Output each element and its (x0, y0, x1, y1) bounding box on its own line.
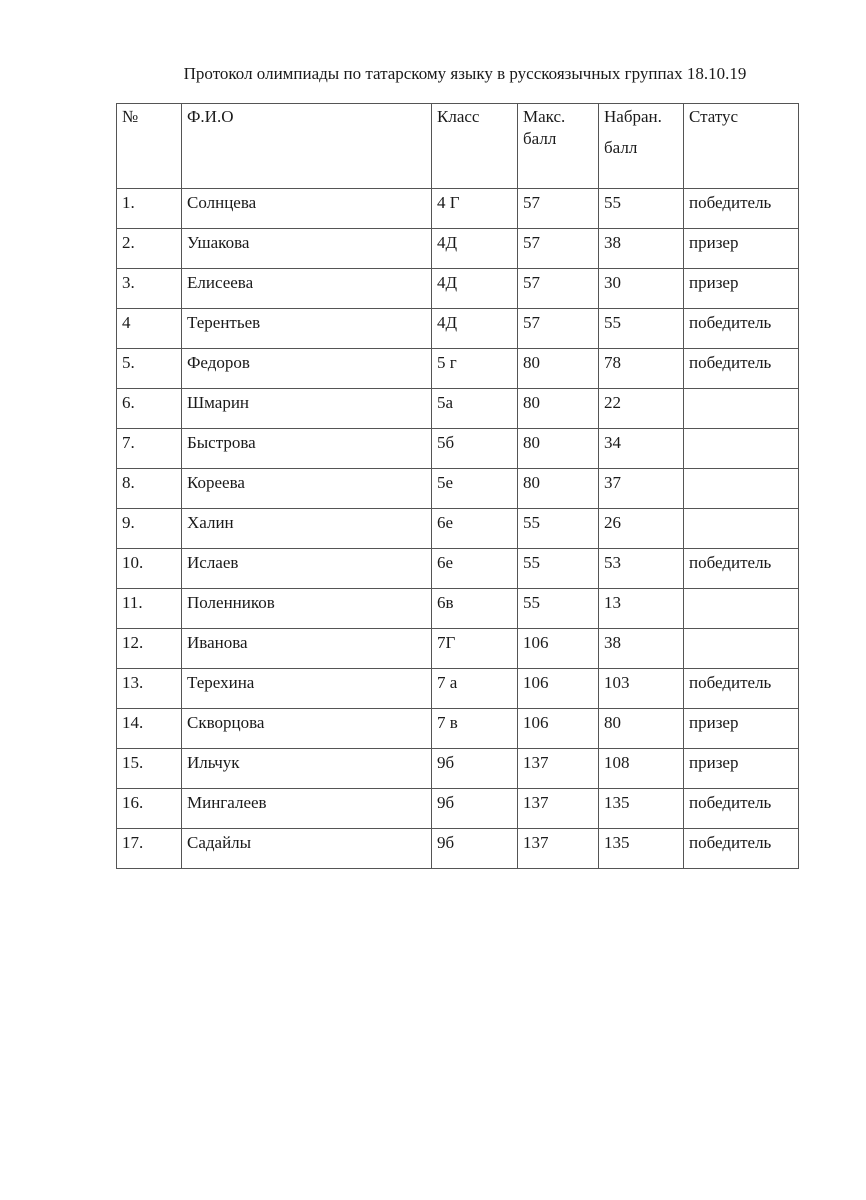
cell-class: 9б (432, 749, 518, 789)
cell-num: 15. (117, 749, 182, 789)
cell-status: победитель (684, 789, 799, 829)
table-row (117, 789, 799, 829)
cell-num: 7. (117, 429, 182, 469)
cell-max: 137 (518, 749, 599, 789)
table-row (117, 749, 799, 789)
cell-max: 137 (518, 829, 599, 869)
table-row (117, 229, 799, 269)
cell-name: Халин (182, 509, 432, 549)
cell-name: Терентьев (182, 309, 432, 349)
cell-score: 135 (599, 829, 684, 869)
cell-max: 57 (518, 269, 599, 309)
cell-num: 12. (117, 629, 182, 669)
cell-name: Солнцева (182, 189, 432, 229)
table-row (117, 189, 799, 229)
cell-name: Быстрова (182, 429, 432, 469)
table-row (117, 509, 799, 549)
cell-num: 6. (117, 389, 182, 429)
cell-name: Мингалеев (182, 789, 432, 829)
header-max-line1: Макс. (523, 107, 566, 126)
results-table (116, 103, 799, 869)
cell-name: Елисеева (182, 269, 432, 309)
cell-score: 38 (599, 629, 684, 669)
header-score (599, 104, 684, 189)
cell-num: 13. (117, 669, 182, 709)
cell-max: 80 (518, 389, 599, 429)
header-class: Класс (432, 104, 518, 189)
cell-name: Терехина (182, 669, 432, 709)
cell-max: 57 (518, 229, 599, 269)
cell-score: 37 (599, 469, 684, 509)
header-max-line2: балл (523, 129, 557, 148)
cell-max: 106 (518, 669, 599, 709)
cell-class: 9б (432, 829, 518, 869)
table-row (117, 829, 799, 869)
header-max (518, 104, 599, 189)
cell-max: 80 (518, 469, 599, 509)
cell-class: 9б (432, 789, 518, 829)
cell-name: Садайлы (182, 829, 432, 869)
cell-score: 22 (599, 389, 684, 429)
cell-name: Поленников (182, 589, 432, 629)
cell-class: 7Г (432, 629, 518, 669)
cell-score: 30 (599, 269, 684, 309)
cell-name: Шмарин (182, 389, 432, 429)
cell-max: 55 (518, 509, 599, 549)
cell-name: Кореева (182, 469, 432, 509)
cell-score: 26 (599, 509, 684, 549)
cell-status: победитель (684, 309, 799, 349)
cell-class: 6в (432, 589, 518, 629)
header-score-line2: балл (604, 138, 638, 157)
table-row (117, 389, 799, 429)
cell-status: победитель (684, 829, 799, 869)
cell-status (684, 509, 799, 549)
cell-name: Федоров (182, 349, 432, 389)
cell-num: 5. (117, 349, 182, 389)
cell-max: 57 (518, 309, 599, 349)
table-row (117, 309, 799, 349)
table-row (117, 549, 799, 589)
cell-class: 4Д (432, 229, 518, 269)
cell-class: 6е (432, 549, 518, 589)
cell-score: 108 (599, 749, 684, 789)
cell-score: 53 (599, 549, 684, 589)
table-header-row (117, 104, 799, 189)
cell-max: 137 (518, 789, 599, 829)
cell-name: Ушакова (182, 229, 432, 269)
cell-max: 55 (518, 589, 599, 629)
cell-num: 14. (117, 709, 182, 749)
cell-status: победитель (684, 349, 799, 389)
cell-status: призер (684, 229, 799, 269)
table-row (117, 269, 799, 309)
cell-num: 11. (117, 589, 182, 629)
table-row (117, 429, 799, 469)
table-row (117, 709, 799, 749)
cell-class: 5 г (432, 349, 518, 389)
cell-class: 7 а (432, 669, 518, 709)
cell-status: призер (684, 709, 799, 749)
table-row (117, 589, 799, 629)
cell-status: призер (684, 749, 799, 789)
cell-class: 5е (432, 469, 518, 509)
cell-score: 80 (599, 709, 684, 749)
cell-num: 9. (117, 509, 182, 549)
cell-num: 2. (117, 229, 182, 269)
cell-class: 4Д (432, 309, 518, 349)
table-row (117, 669, 799, 709)
page-title: Протокол олимпиады по татарскому языку в русскоязычных группах 18.10.19 (183, 64, 747, 83)
cell-score: 135 (599, 789, 684, 829)
cell-max: 80 (518, 429, 599, 469)
cell-score: 55 (599, 309, 684, 349)
cell-name: Скворцова (182, 709, 432, 749)
cell-status (684, 589, 799, 629)
cell-score: 103 (599, 669, 684, 709)
cell-num: 17. (117, 829, 182, 869)
cell-score: 34 (599, 429, 684, 469)
cell-status (684, 389, 799, 429)
cell-score: 55 (599, 189, 684, 229)
table-row (117, 349, 799, 389)
cell-score: 78 (599, 349, 684, 389)
cell-class: 6е (432, 509, 518, 549)
cell-status (684, 629, 799, 669)
cell-max: 106 (518, 629, 599, 669)
cell-class: 7 в (432, 709, 518, 749)
cell-status: призер (684, 269, 799, 309)
cell-status: победитель (684, 549, 799, 589)
table-row (117, 629, 799, 669)
header-name: Ф.И.О (182, 104, 432, 189)
cell-num: 1. (117, 189, 182, 229)
cell-num: 8. (117, 469, 182, 509)
cell-score: 13 (599, 589, 684, 629)
cell-class: 5а (432, 389, 518, 429)
cell-score: 38 (599, 229, 684, 269)
cell-status: победитель (684, 189, 799, 229)
cell-max: 55 (518, 549, 599, 589)
cell-name: Ильчук (182, 749, 432, 789)
cell-name: Ислаев (182, 549, 432, 589)
header-num: № (117, 104, 182, 189)
cell-class: 4Д (432, 269, 518, 309)
cell-num: 10. (117, 549, 182, 589)
table-row (117, 469, 799, 509)
cell-class: 4 Г (432, 189, 518, 229)
header-status: Статус (684, 104, 799, 189)
cell-status (684, 469, 799, 509)
cell-status: победитель (684, 669, 799, 709)
cell-class: 5б (432, 429, 518, 469)
cell-num: 3. (117, 269, 182, 309)
cell-status (684, 429, 799, 469)
cell-num: 4 (117, 309, 182, 349)
cell-max: 80 (518, 349, 599, 389)
header-score-line1: Набран. (604, 107, 662, 126)
cell-name: Иванова (182, 629, 432, 669)
cell-max: 106 (518, 709, 599, 749)
cell-max: 57 (518, 189, 599, 229)
cell-num: 16. (117, 789, 182, 829)
